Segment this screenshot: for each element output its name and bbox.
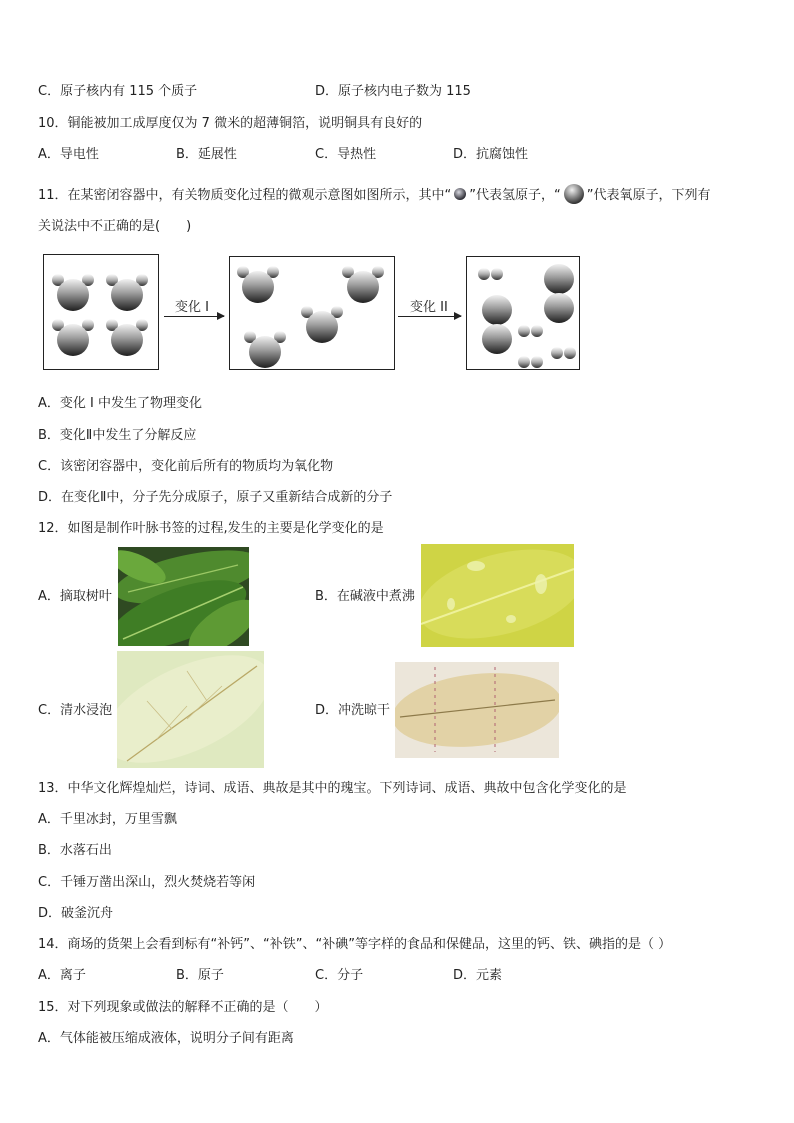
water-molecule	[301, 306, 343, 343]
water-molecule	[52, 319, 94, 356]
change2-label: 变化 II	[410, 300, 448, 315]
q15-option-a: A．气体能被压缩成液体，说明分子间有距离	[38, 1031, 294, 1046]
q13-option-b: B．水落石出	[38, 843, 112, 858]
water-molecule	[342, 266, 384, 303]
q12-option-a: A．摘取树叶	[38, 589, 112, 604]
q10-stem: 10．铜能被加工成厚度仅为 7 微米的超薄铜箔，说明铜具有良好的	[38, 116, 423, 131]
water-molecules-middle	[230, 257, 393, 368]
water-molecule	[52, 274, 94, 311]
q14-option-b: B．原子	[176, 968, 224, 983]
q10-option-d: D．抗腐蚀性	[453, 147, 529, 162]
leaf-drying-photo	[395, 662, 559, 758]
leaf-picking-photo	[118, 547, 249, 646]
q13-stem: 13．中华文化辉煌灿烂，诗词、成语、典故是其中的瑰宝。下列诗词、成语、典故中包含化学变化的是	[38, 781, 627, 796]
q11-stem-line1: 11．在某密闭容器中，有关物质变化过程的微观示意图如图所示，其中“ ”代表氢原子，“ ”代表氧原子，下列有	[38, 183, 711, 205]
q11-stem-line2: 关说法中不正确的是( )	[38, 219, 192, 234]
diagram-after-box	[466, 256, 580, 370]
hydrogen-molecule	[518, 356, 543, 368]
change1-arrow	[164, 316, 224, 317]
water-molecule	[244, 331, 286, 368]
q10-option-b: B．延展性	[176, 147, 237, 162]
water-molecule	[106, 274, 148, 311]
water-molecule	[237, 266, 279, 303]
change1-label: 变化 I	[175, 300, 209, 315]
hydrogen-molecule	[478, 268, 503, 280]
diagram-middle-box	[229, 256, 395, 370]
q13-option-a: A．千里冰封，万里雪飘	[38, 812, 177, 827]
hydrogen-molecule	[518, 325, 543, 337]
hydrogen-molecule	[551, 347, 576, 359]
q15-stem: 15．对下列现象或做法的解释不正确的是（ ）	[38, 1000, 328, 1015]
q10-option-a: A．导电性	[38, 147, 99, 162]
hydrogen-atom-icon	[451, 187, 469, 201]
q9-option-c: C．原子核内有 115 个质子	[38, 84, 198, 99]
leaf-soaking-photo	[117, 651, 264, 768]
q11-option-c: C．该密闭容器中，变化前后所有的物质均为氧化物	[38, 459, 334, 474]
q11-option-b: B．变化Ⅱ中发生了分解反应	[38, 428, 197, 443]
water-molecule	[106, 319, 148, 356]
q12-stem: 12．如图是制作叶脉书签的过程,发生的主要是化学变化的是	[38, 521, 384, 536]
q14-option-a: A．离子	[38, 968, 86, 983]
q13-option-c: C．千锤万凿出深山，烈火焚烧若等闲	[38, 875, 256, 890]
q9-option-d: D．原子核内电子数为 115	[315, 84, 471, 99]
q12-option-b: B．在碱液中煮沸	[315, 589, 415, 604]
leaf-boiling-photo	[421, 544, 574, 647]
q14-option-c: C．分子	[315, 968, 364, 983]
q11-option-d: D．在变化Ⅱ中，分子先分成原子，原子又重新结合成新的分子	[38, 490, 393, 505]
oxygen-atom-icon	[561, 183, 587, 205]
q10-option-c: C．导热性	[315, 147, 377, 162]
water-molecules-before	[44, 255, 157, 368]
q12-option-c: C．清水浸泡	[38, 703, 113, 718]
q14-option-d: D．元素	[453, 968, 503, 983]
change2-arrow	[398, 316, 461, 317]
diagram-before-box	[43, 254, 159, 370]
q14-stem: 14．商场的货架上会看到标有“补钙”、“补铁”、“补碘”等字样的食品和保健品，这里的钙、铁、碘指的是（ ）	[38, 937, 672, 952]
q12-option-d: D．冲洗晾干	[315, 703, 391, 718]
product-molecules-after	[467, 257, 578, 368]
q13-option-d: D．破釜沉舟	[38, 906, 114, 921]
oxygen-molecule	[482, 295, 512, 354]
oxygen-molecule	[544, 264, 574, 323]
q11-option-a: A．变化 I 中发生了物理变化	[38, 396, 202, 411]
